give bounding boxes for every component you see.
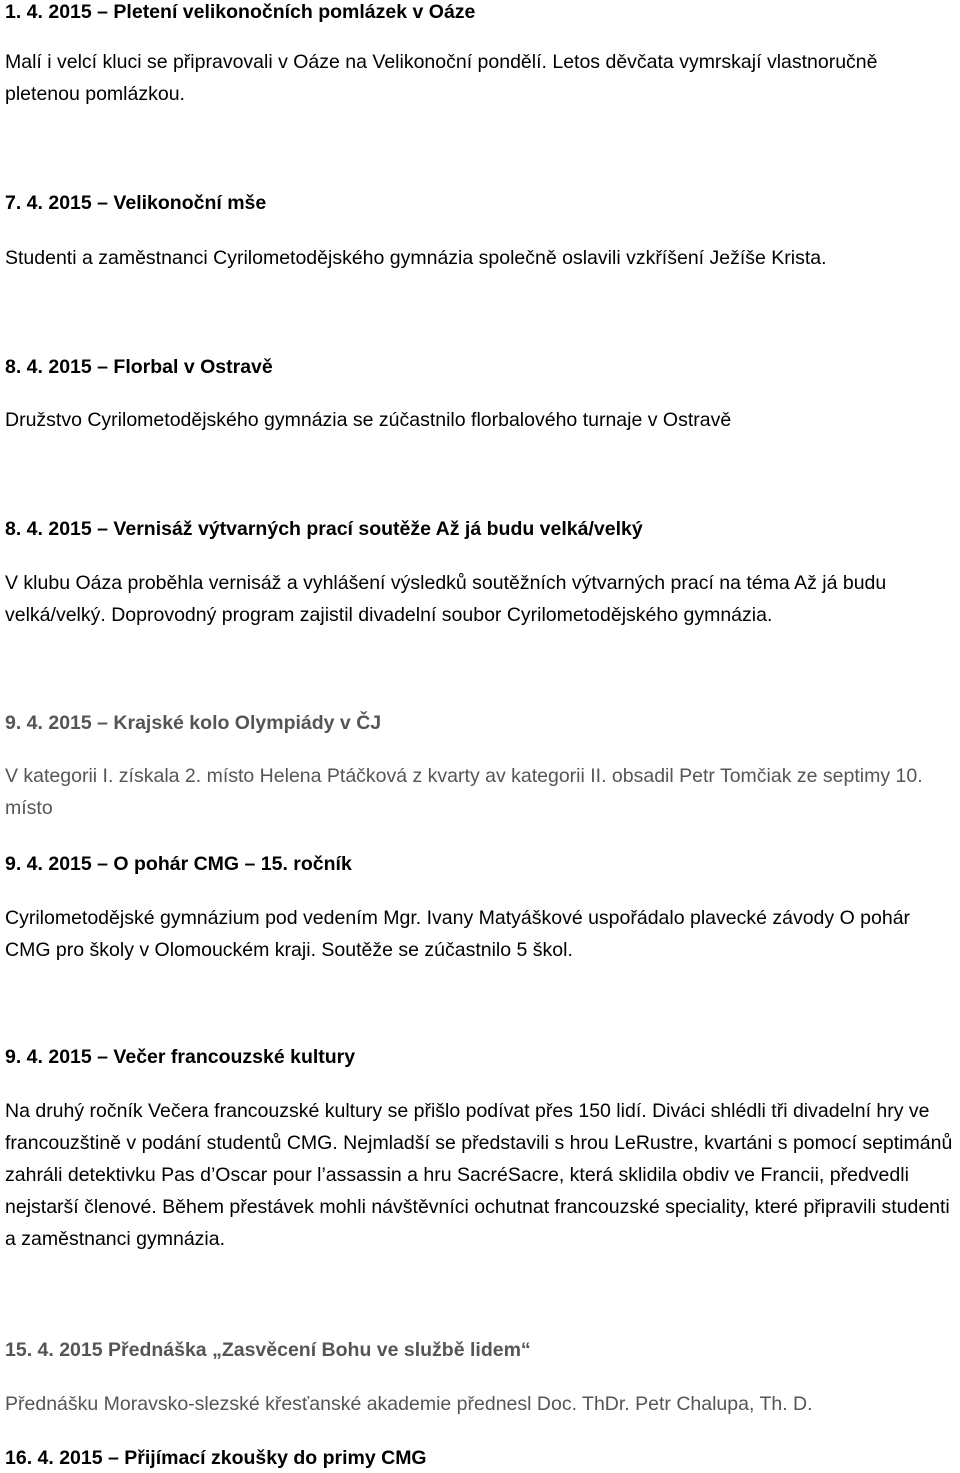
entry-heading-7: 9. 4. 2015 – Večer francouzské kultury [5,1046,356,1068]
entry-heading-6: 9. 4. 2015 – O pohár CMG – 15. ročník [5,853,352,875]
entry-body-6: Cyrilometodějské gymnázium pod vedením Mgr. Ivany Matyáškové uspořádalo plavecké závody O pohár CMG pro školy v Olomouckém kraji. Soutěže se zúčastnilo 5 škol. [5,907,911,961]
entry-body-7: Na druhý ročník Večera francouzské kultury se přišlo podívat přes 150 lidí. Diváci shlédli tři divadelní hry ve francouzštině v podání studentů CMG. Nejmladší se představili s hrou LeRustre, kvartáni s pomocí septimánů zahráli detektivku Pas d’Oscar pour l’assassin a hru SacréSacre, která sklidila obdiv ve Francii, předvedli nejstarší členové. Během přestávek mohli návštěvníci ochutnat francouzské speciality, které připravili studenti a zaměstnanci gymnázia. [5,1100,953,1250]
entry-heading-3: 8. 4. 2015 – Florbal v Ostravě [5,356,273,378]
entry-body-2: Studenti a zaměstnanci Cyrilometodějského gymnázia společně oslavili vzkříšení Ježíše Krista. [5,247,827,269]
entry-heading-9: 16. 4. 2015 – Přijímací zkoušky do primy CMG [5,1447,427,1469]
entry-body-8: Přednášku Moravsko-slezské křesťanské akademie přednesl Doc. ThDr. Petr Chalupa, Th. D. [5,1393,813,1415]
entry-body-3: Družstvo Cyrilometodějského gymnázia se zúčastnilo florbalového turnaje v Ostravě [5,409,732,431]
entry-heading-1: 1. 4. 2015 – Pletení velikonočních pomlázek v Oáze [5,1,476,23]
entry-body-5: V kategorii I. získala 2. místo Helena Ptáčková z kvarty av kategorii II. obsadil Petr Tomčiak ze septimy 10. místo [5,765,923,819]
entry-heading-5: 9. 4. 2015 – Krajské kolo Olympiády v ČJ [5,712,382,734]
entry-heading-8: 15. 4. 2015 Přednáška „Zasvěcení Bohu ve službě lidem“ [5,1339,531,1361]
entry-body-4: V klubu Oáza proběhla vernisáž a vyhlášení výsledků soutěžních výtvarných prací na téma Až já budu velká/velký. Doprovodný program zajistil divadelní soubor Cyrilometodějského gymnázia. [5,572,887,626]
entry-heading-2: 7. 4. 2015 – Velikonoční mše [5,192,267,214]
entry-heading-4: 8. 4. 2015 – Vernisáž výtvarných prací soutěže Až já budu velká/velký [5,518,643,540]
entry-body-1: Malí i velcí kluci se připravovali v Oáze na Velikonoční pondělí. Letos děvčata vymrskají vlastnoručně pletenou pomlázkou. [5,51,878,105]
